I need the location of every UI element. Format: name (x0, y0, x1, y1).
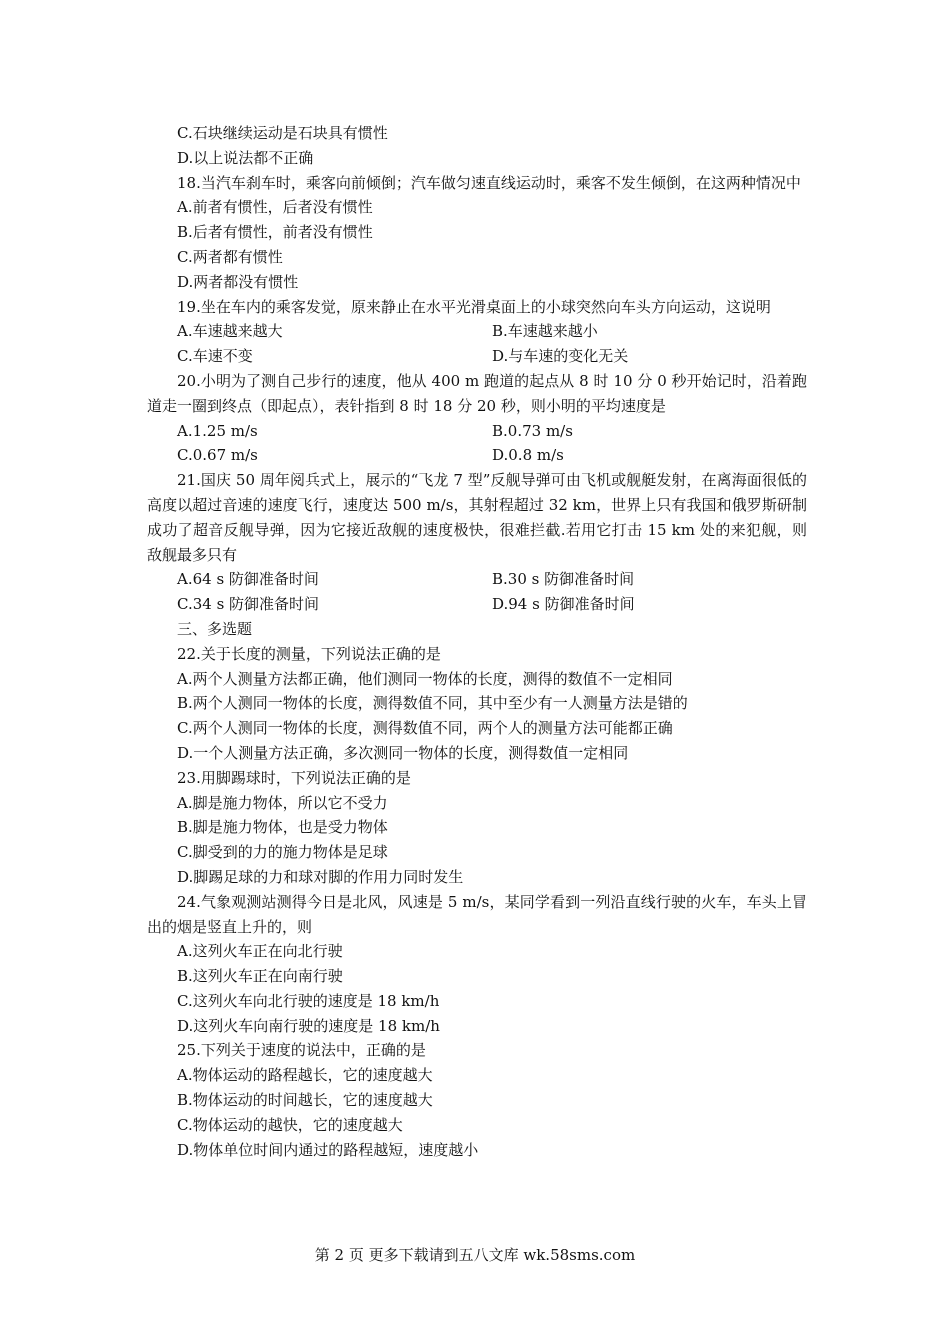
q18-option-b: B.后者有惯性，前者没有惯性 (177, 223, 373, 242)
q25-option-a: A.物体运动的路程越长，它的速度越大 (177, 1066, 433, 1085)
q24-option-c: C.这列火车向北行驶的速度是 18 km/h (177, 991, 440, 1010)
q18-option-d: D.两者都没有惯性 (177, 272, 299, 291)
q18-option-c: C.两者都有惯性 (177, 247, 283, 266)
q24-option-d: D.这列火车向南行驶的速度是 18 km/h (177, 1016, 440, 1035)
q20-option-d: D.0.8 m/s (492, 446, 564, 465)
q23-option-a: A.脚是施力物体，所以它不受力 (177, 793, 388, 812)
q24-option-b: B.这列火车正在向南行驶 (177, 967, 343, 986)
q20-option-c: C.0.67 m/s (177, 446, 258, 465)
q20-option-a: A.1.25 m/s (177, 421, 258, 440)
q20-options-row-1 (147, 419, 807, 444)
q19-options-row-1 (147, 319, 807, 344)
q17-option-d: D.以上说法都不正确 (177, 148, 314, 167)
q23-option-d: D.脚踢足球的力和球对脚的作用力同时发生 (177, 867, 464, 886)
q24-stem: 24.气象观测站测得今日是北风，风速是 5 m/s，某同学看到一列沿直线行驶的火车，车头上冒出的烟是竖直上升的，则 (147, 892, 807, 936)
q25-stem: 25.下列关于速度的说法中，正确的是 (177, 1041, 426, 1060)
q19-option-b: B.车速越来越小 (492, 322, 598, 341)
q24-option-a: A.这列火车正在向北行驶 (177, 942, 343, 961)
q21-stem: 21.国庆 50 周年阅兵式上，展示的“飞龙 7 型”反舰导弹可由飞机或舰艇发射，在离海面很低的高度以超过音速的速度飞行，速度达 500 m/s，其射程超过 32 km，世界上只有我国和俄罗斯研制成功了超音反舰导弹，因为它接近敌舰的速度极快，很难拦截.若用它打击 15 km 处的来犯舰，则敌舰最多只有 (147, 471, 807, 564)
q22-stem: 22.关于长度的测量，下列说法正确的是 (177, 644, 441, 663)
q25-option-d: D.物体单位时间内通过的路程越短，速度越小 (177, 1140, 479, 1159)
q25-option-b: B.物体运动的时间越长，它的速度越大 (177, 1091, 433, 1110)
q21-option-d: D.94 s 防御准备时间 (492, 595, 635, 614)
page-footer: 第 2 页 更多下载请到五八文库 wk.58sms.com (314, 1246, 636, 1264)
q17-option-c: C.石块继续运动是石块具有惯性 (177, 124, 388, 142)
q19-option-d: D.与车速的变化无关 (492, 347, 629, 366)
q22-option-a: A.两个人测量方法都正确，他们测同一物体的长度，测得的数值不一定相同 (177, 669, 673, 688)
q19-stem: 19.坐在车内的乘客发觉，原来静止在水平光滑桌面上的小球突然向车头方向运动，这说明 (177, 297, 771, 316)
q22-option-d: D.一个人测量方法正确，多次测同一物体的长度，测得数值一定相同 (177, 743, 629, 762)
q20-option-b: B.0.73 m/s (492, 421, 573, 440)
q22-option-c: C.两个人测同一物体的长度，测得数值不同，两个人的测量方法可能都正确 (177, 719, 673, 738)
section-heading-multiple-choice: 三、多选题 (177, 619, 253, 638)
q22-option-b: B.两个人测同一物体的长度，测得数值不同，其中至少有一人测量方法是错的 (177, 694, 688, 713)
q19-option-c: C.车速不变 (177, 347, 253, 366)
q19-options-row-2 (147, 344, 807, 369)
q21-options-row-1 (147, 567, 807, 592)
q25-option-c: C.物体运动的越快，它的速度越大 (177, 1115, 403, 1134)
q23-option-c: C.脚受到的力的施力物体是足球 (177, 843, 388, 862)
q23-stem: 23.用脚踢球时，下列说法正确的是 (177, 768, 411, 787)
q21-option-a: A.64 s 防御准备时间 (177, 570, 319, 589)
q18-option-a: A.前者有惯性，后者没有惯性 (177, 198, 373, 217)
question-content (147, 121, 807, 1162)
q18-stem: 18.当汽车刹车时，乘客向前倾倒；汽车做匀速直线运动时，乘客不发生倾倒，在这两种情况中 (177, 173, 801, 192)
q21-option-c: C.34 s 防御准备时间 (177, 595, 320, 614)
q21-options-row-2 (147, 592, 807, 617)
q21-option-b: B.30 s 防御准备时间 (492, 570, 635, 589)
q20-options-row-2 (147, 443, 807, 468)
q23-option-b: B.脚是施力物体，也是受力物体 (177, 818, 388, 837)
q19-option-a: A.车速越来越大 (177, 322, 283, 341)
q20-stem: 20.小明为了测自己步行的速度，他从 400 m 跑道的起点从 8 时 10 分 0 秒开始记时，沿着跑道走一圈到终点（即起点），表针指到 8 时 18 分 20 秒，则小明的平均速度是 (147, 371, 807, 415)
